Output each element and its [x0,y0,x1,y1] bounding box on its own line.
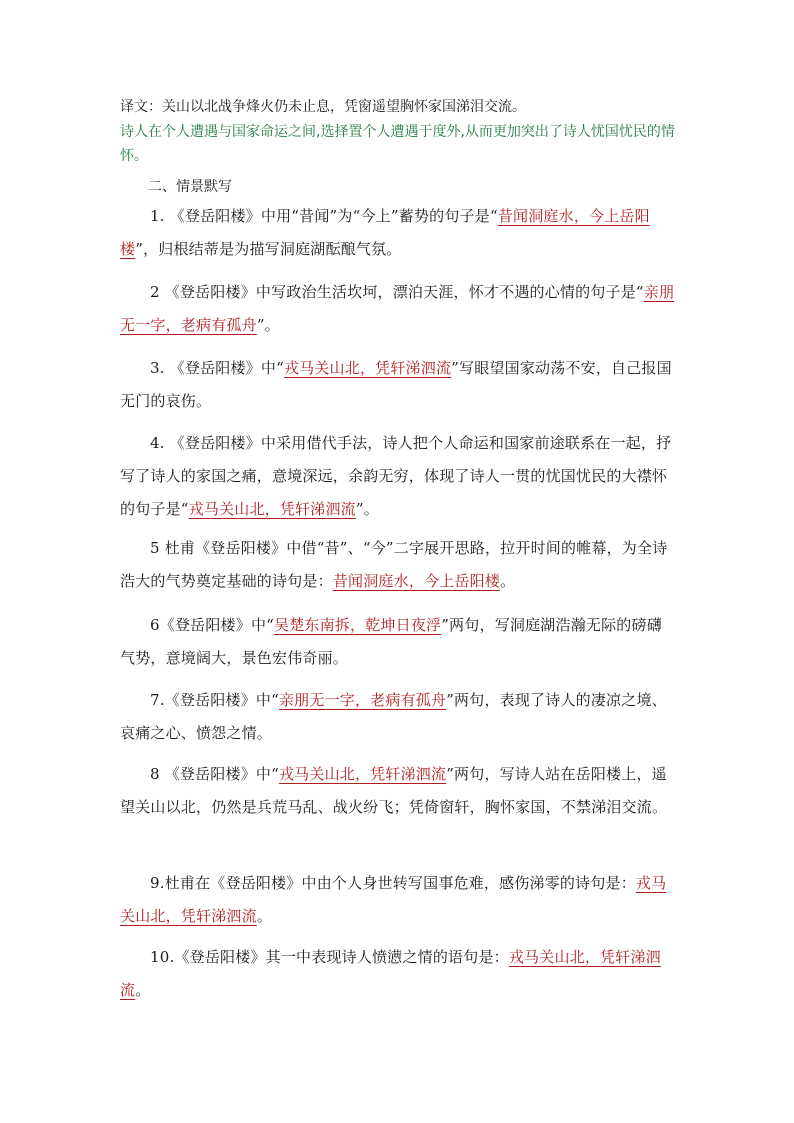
question-text: 1. 《登岳阳楼》中用“昔闻”为“今上”蓄势的句子是“ [150,207,498,225]
question-text: 9.杜甫在《登岳阳楼》中由个人身世转写国事危难，感伤涕零的诗句是： [150,874,636,892]
answer-text: 戎马关山北，凭轩涕泗流 [120,874,667,925]
question-item [120,427,676,526]
section-title: 二、情景默写 [148,179,232,195]
question-text: 6《登岳阳楼》中“ [150,616,275,634]
question-tail: 。 [500,572,516,590]
analysis-note: 诗人在个人遭遇与国家命运之间,选择置个人遭遇于度外,从而更加突出了诗人忧国忧民的情怀。 [120,124,675,164]
question-tail: ”。 [256,316,280,334]
answer-text: 昔闻洞庭水，今上岳阳楼 [120,207,650,258]
question-item [120,867,676,933]
question-text: 3. 《登岳阳楼》中“ [150,359,284,377]
translation-text: 译文：关山以北战争烽火仍未止息，凭窗遥望胸怀家国涕泪交流。 [120,99,526,115]
answer-text: 昔闻洞庭水，今上岳阳楼 [332,572,501,590]
question-item [120,532,676,598]
question-item [120,758,676,824]
answer-text: 戎马关山北，凭轩涕泗流 [283,359,452,377]
question-tail: ”两句，表现了诗人的凄凉之境、哀痛之心、愤怨之情。 [120,691,667,742]
answer-text: 吴楚东南拆，乾坤日夜浮 [274,616,442,634]
question-tail: ”，归根结蒂是为描写洞庭湖酝酿气氛。 [135,240,402,258]
question-text: 7.《登岳阳楼》中“ [150,691,279,709]
answer-text: 戎马关山北，凭轩涕泗流 [278,765,447,783]
answer-text: 亲朋无一字，老病有孤舟 [120,283,675,334]
question-tail: ”两句，写诗人站在岳阳楼上，遥望关山以北，仍然是兵荒马乱、战火纷飞；凭倚窗轩，胸怀家国，不禁涕泪交流。 [120,765,668,816]
question-tail: ”两句，写洞庭湖浩瀚无际的磅礴气势，意境阔大，景色宏伟奇丽。 [120,616,662,667]
answer-text: 戎马关山北，凭轩涕泗流 [188,500,356,518]
question-item [120,352,676,418]
question-item [120,941,676,1007]
question-tail: 。 [135,981,151,999]
question-text: 2 《登岳阳楼》中写政治生活坎坷，漂泊天涯，怀才不遇的心情的句子是“ [150,283,644,301]
question-text: 5 杜甫《登岳阳楼》中借“昔”、“今”二字展开思路，拉开时间的帷幕，为全诗浩大的气势奠定基础的诗句是： [120,539,668,590]
question-text: 10.《登岳阳楼》其一中表现诗人愤懑之情的语句是： [150,948,509,966]
question-item [120,609,676,675]
question-item [120,200,676,266]
question-tail: ”。 [355,500,379,518]
question-tail: 。 [256,907,273,925]
answer-text: 亲朋无一字，老病有孤舟 [278,691,447,709]
question-text: 4. 《登岳阳楼》中采用借代手法，诗人把个人命运和国家前途联系在一起，抒写了诗人的家国之痛，意境深远，余韵无穷，体现了诗人一贯的忧国忧民的大襟怀的句子是“ [120,434,672,518]
question-item [120,276,676,342]
question-text: 8 《登岳阳楼》中“ [150,765,279,783]
question-item [120,684,676,750]
answer-text: 戎马关山北，凭轩涕泗流 [120,948,661,999]
question-tail: ”写眼望国家动荡不安，自己报国无门的哀伤。 [120,359,672,410]
